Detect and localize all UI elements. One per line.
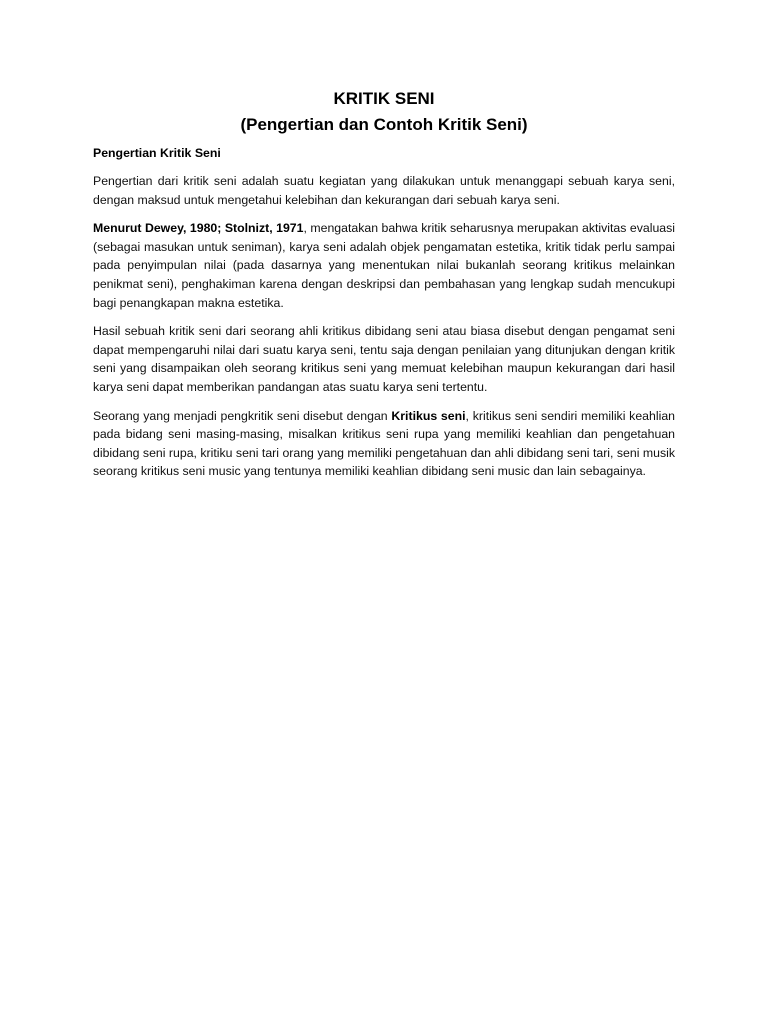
paragraph-critic [93,407,675,481]
paragraph-text-after: , kritikus seni sendiri memiliki keahlian pada bidang seni masing-masing, misalkan kritikus seni rupa yang memiliki keahlian dan pengetahuan dibidang seni rupa, kritiku seni tari orang yang memiliki pengetahuan dan ahli dibidang seni tari, seni musik seorang kritikus seni music yang tentunya memiliki keahlian dibidang seni music dan lain sebagainya. [93,408,675,479]
paragraph-text: Hasil sebuah kritik seni dari seorang ahli kritikus dibidang seni atau biasa disebut dengan pengamat seni dapat mempengaruhi nilai dari suatu karya seni, tentu saja dengan penilaian yang ditunjukan dengan kritik seni yang disampaikan oleh seorang kritikus seni yang memuat kelebihan maupun kekurangan dari hasil karya seni dapat memberikan pandangan atas suatu karya seni tertentu. [93,324,675,394]
paragraph-text-before: Seorang yang menjadi pengkritik seni disebut dengan [93,408,392,423]
citation-bold: Menurut Dewey, 1980; Stolnizt, 1971 [93,221,304,236]
document-title: KRITIK SENI [333,89,435,108]
paragraph-result [93,322,675,396]
document-content [93,86,675,491]
paragraph-text: Pengertian dari kritik seni adalah suatu kegiatan yang dilakukan untuk menanggapi sebuah karya seni, dengan maksud untuk mengetahui kelebihan dan kekurangan dari sebuah karya seni. [93,174,675,207]
paragraph-dewey-citation [93,219,675,312]
paragraph-text: , mengatakan bahwa kritik seharusnya merupakan aktivitas evaluasi (sebagai masukan untuk seniman), karya seni adalah objek pengamatan estetika, kritik tidak perlu sampai pada penyimpulan nilai (pada dasarnya yang menentukan nilai bukanlah seorang kritikus melainkan penikmat seni), penghakiman karena dengan deskripsi dan pembahasan yang lengkap sudah mencukupi bagi penangkapan makna estetika. [93,221,675,310]
document-subtitle: (Pengertian dan Contoh Kritik Seni) [240,115,528,134]
critic-term-bold: Kritikus seni [391,408,466,423]
section-heading: Pengertian Kritik Seni [93,146,221,160]
paragraph-definition [93,172,675,209]
